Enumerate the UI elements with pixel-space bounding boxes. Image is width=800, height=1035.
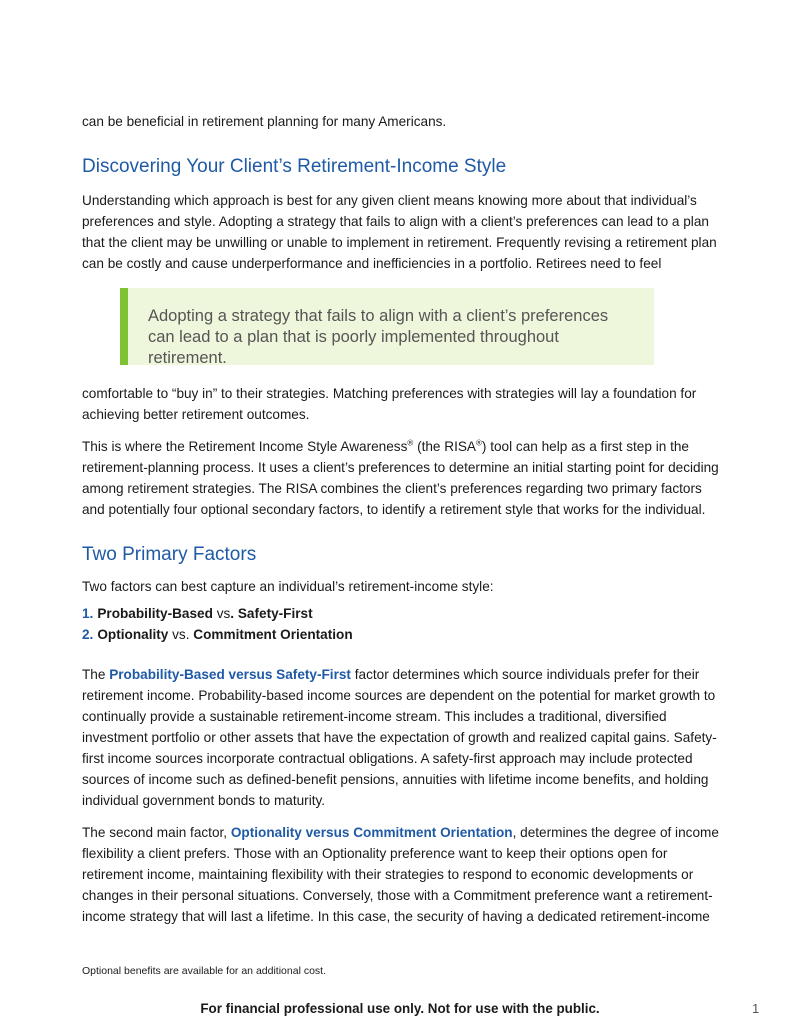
factor-vs: vs: [212, 606, 231, 621]
factor-number: 1.: [82, 606, 94, 621]
prob-pre: The: [82, 667, 110, 682]
registered-mark: ®: [407, 438, 414, 448]
section-heading-two-factors: Two Primary Factors: [82, 544, 257, 565]
factor-a: Probability-Based: [97, 606, 213, 621]
option-pre: The second main factor,: [82, 825, 231, 840]
factor-b: . Safety-First: [230, 606, 313, 621]
two-factors-intro: Two factors can best capture an individual’s retirement-income style:: [82, 579, 494, 594]
probability-paragraph: [82, 664, 722, 811]
option-term: Optionality versus Commitment Orientation: [230, 825, 513, 840]
prob-post: factor determines which source individuals prefer for their retirement income. Probability-based income sources are dependent on the potential for market growth to continually provide a sustainable retirement-income stream. This includes a traditional, diversified investment portfolio or other assets that have the expectation of growth and realized capital gains. Safety-first income sources incorporate contractual obligations. A safety-first approach may include protected sources of income such as defined-benefit pensions, annuities with lifetime income benefits, and holding individual government bonds to maturity.: [82, 667, 717, 808]
risa-text-3: ) tool can help as a first step in the retirement-planning process. It uses a client’s preferences to determine an initial starting point for deciding among retirement strategies. The RISA combines the client’s preferences regarding two primary factors and potentially four optional secondary factors, to identify a retirement style that works for the individual.: [82, 439, 719, 517]
optionality-paragraph: [82, 822, 722, 927]
risa-text-2: (the RISA: [413, 439, 477, 454]
intro-paragraph: can be beneficial in retirement planning for many Americans.: [82, 114, 447, 129]
section-heading-discover: Discovering Your Client’s Retirement-Income Style: [82, 156, 507, 177]
risa-text-1: This is where the Retirement Income Style Awareness: [82, 439, 408, 454]
footer-disclaimer: For financial professional use only. Not for use with the public.: [200, 1001, 600, 1016]
registered-mark: ®: [476, 438, 482, 448]
factor-number: 2.: [82, 627, 94, 642]
factor-item: [82, 603, 722, 624]
page-number: 1: [752, 1001, 760, 1016]
factor-a: Optionality: [97, 627, 169, 642]
factor-item: [82, 624, 722, 645]
understanding-paragraph: Understanding which approach is best for any given client means knowing more about that individual’s preferences and style. Adopting a strategy that fails to align with a client’s preferences can lead to a plan that the client may be unwilling or unable to implement in retirement. Frequently revising a retirement plan can be costly and cause underperformance and inefficiencies in a portfolio. Retirees need to feel: [82, 193, 717, 271]
factor-list: [82, 603, 722, 645]
pull-quote: Adopting a strategy that fails to align with a client’s preferences can lead to a plan that is poorly implemented throughout retirement.: [120, 288, 654, 365]
factor-b: Commitment Orientation: [193, 627, 353, 642]
footnote: Optional benefits are available for an additional cost.: [82, 965, 326, 977]
comfort-paragraph: comfortable to “buy in” to their strategies. Matching preferences with strategies will lay a foundation for achieving better retirement outcomes.: [82, 386, 697, 422]
prob-term: Probability-Based versus Safety-First: [109, 667, 351, 682]
factor-vs: vs.: [168, 627, 194, 642]
main-content: [82, 111, 722, 927]
risa-paragraph: [82, 436, 722, 520]
option-post: , determines the degree of income flexibility a client prefers. Those with an Optionality preference want to keep their options open for retirement income, maintaining flexibility with their strategies to respond to economic developments or changes in their personal situations. Conversely, those with a Commitment preference want a retirement-income strategy that will last a lifetime. In this case, the security of having a dedicated retirement-income: [82, 825, 719, 924]
